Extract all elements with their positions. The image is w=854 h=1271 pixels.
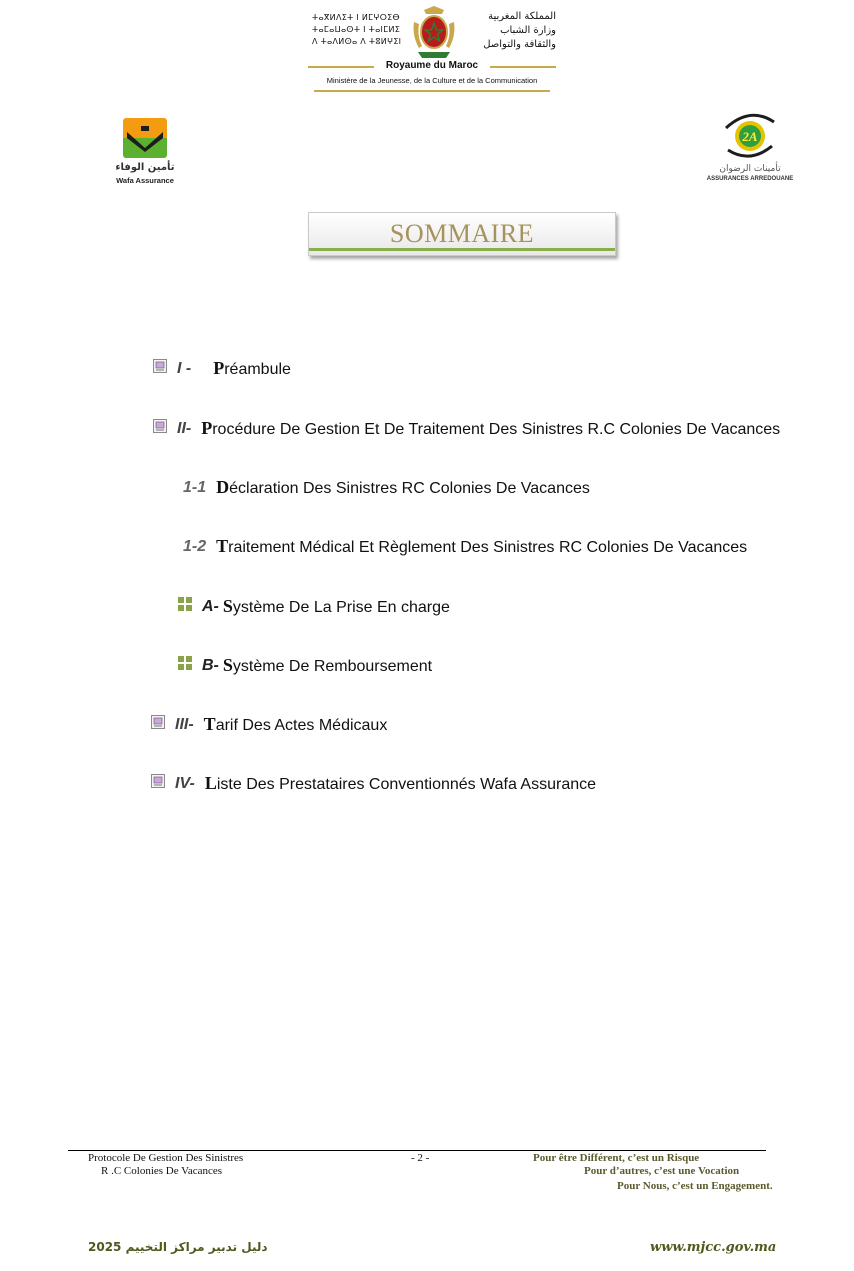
toc-initial: S: [222, 596, 233, 616]
arredouane-emblem-icon: [720, 110, 780, 162]
toc-entry-liste[interactable]: [151, 773, 596, 794]
toc-label: rocédure De Gestion Et De Traitement Des Sinistres R.C Colonies De Vacances: [212, 421, 781, 438]
page-title: SOMMAIRE: [389, 219, 535, 248]
arabic-line: وزارة الشباب: [500, 25, 556, 36]
toc-initial: P: [201, 418, 213, 438]
toc-label: ystème De La Prise En charge: [232, 599, 450, 616]
sommaire-title-box: [308, 212, 616, 256]
document-icon: [153, 419, 167, 438]
toc-number: III-: [175, 715, 194, 733]
toc-initial: S: [222, 655, 233, 675]
arredouane-english-name: ASSURANCES ARREDOUANE: [706, 176, 794, 182]
toc-number: B-: [202, 656, 219, 674]
toc-initial: T: [203, 714, 216, 734]
footer-title-line: R .C Colonies De Vacances: [101, 1165, 223, 1177]
document-icon: [153, 359, 167, 378]
svg-text:2A: 2A: [742, 129, 758, 144]
toc-entry-preambule[interactable]: [153, 358, 291, 379]
tifinagh-line: ⵜⴰⴳⵍⴷⵉⵜ ⵏ ⵍⵎⵖⵔⵉⴱ: [312, 13, 400, 22]
toc-number: IV-: [175, 774, 195, 792]
ministry-header: [308, 6, 556, 94]
toc-number: II-: [177, 419, 192, 437]
toc-initial: D: [216, 477, 230, 497]
arabic-line: المملكة المغربية: [488, 11, 556, 22]
toc-entry-prise-en-charge[interactable]: [178, 596, 450, 617]
toc-entry-tarif[interactable]: [151, 714, 387, 735]
toc-label: éclaration Des Sinistres RC Colonies De Vacances: [229, 480, 590, 497]
toc-label: raitement Médical Et Règlement Des Sinistres RC Colonies De Vacances: [228, 539, 748, 556]
footer-document-title: [88, 1152, 243, 1178]
grid-bullet-icon: [178, 656, 192, 675]
motto-line-2: Pour d’autres, c’est une Vocation: [584, 1165, 740, 1177]
footer-divider: [68, 1150, 766, 1151]
arabic-line: والثقافة والتواصل: [483, 39, 556, 50]
toc-entry-procedure[interactable]: [153, 418, 780, 439]
tifinagh-text: [312, 12, 408, 48]
title-underline: [309, 248, 615, 251]
document-icon: [151, 715, 165, 734]
wafa-assurance-logo: [106, 116, 184, 188]
motto-line-3: Pour Nous, c’est un Engagement.: [617, 1180, 773, 1192]
toc-entry-traitement[interactable]: [183, 536, 747, 557]
toc-label: iste Des Prestataires Conventionnés Wafa Assurance: [216, 776, 597, 793]
arredouane-logo: [698, 110, 802, 190]
toc-number: 1-2: [183, 537, 207, 555]
gold-divider: [314, 90, 550, 92]
motto-line-1: Pour être Différent, c’est un Risque: [533, 1152, 700, 1164]
coat-of-arms-icon: [410, 6, 458, 60]
toc-number: 1-1: [183, 478, 207, 496]
tifinagh-line: ⵜⴰⵎⴰⵡⴰⵙⵜ ⵏ ⵜⴰⵏⵎⵍⵉ: [312, 25, 401, 34]
document-icon: [151, 774, 165, 793]
wafa-english-name: Wafa Assurance: [116, 176, 174, 185]
toc-number: A-: [202, 597, 219, 615]
toc-label: arif Des Actes Médicaux: [215, 717, 388, 734]
grid-bullet-icon: [178, 597, 192, 616]
arredouane-arabic-name: تأمينات الرضوان: [719, 164, 781, 174]
tifinagh-line: ⴷ ⵜⴰⴷⵍⵙⴰ ⴷ ⵜⵓⵍⵖⵉⵏ: [312, 37, 402, 46]
toc-label: ystème De Remboursement: [232, 658, 433, 675]
website-link[interactable]: www.mjcc.gov.ma: [650, 1240, 777, 1255]
royaume-label: Royaume du Maroc: [385, 60, 479, 71]
wafa-logo-icon: [123, 118, 167, 158]
footer-title-line: Protocole De Gestion Des Sinistres: [88, 1152, 244, 1164]
toc-initial: P: [213, 358, 225, 378]
ministere-label: Ministère de la Jeunesse, de la Culture et de la Communication: [326, 76, 538, 85]
toc-initial: L: [204, 773, 217, 793]
toc-entry-remboursement[interactable]: [178, 655, 432, 676]
guide-title: دليل تدبير مراكز التخييم 2025: [88, 1240, 268, 1254]
arabic-ministry-text: [464, 10, 556, 52]
toc-number: I -: [177, 359, 192, 377]
wafa-arabic-name: تأمين الوفاء: [115, 162, 175, 173]
page-number: - 2 -: [411, 1152, 430, 1164]
toc-entry-declaration[interactable]: [183, 477, 590, 498]
toc-initial: T: [216, 536, 229, 556]
toc-label: réambule: [224, 361, 291, 378]
